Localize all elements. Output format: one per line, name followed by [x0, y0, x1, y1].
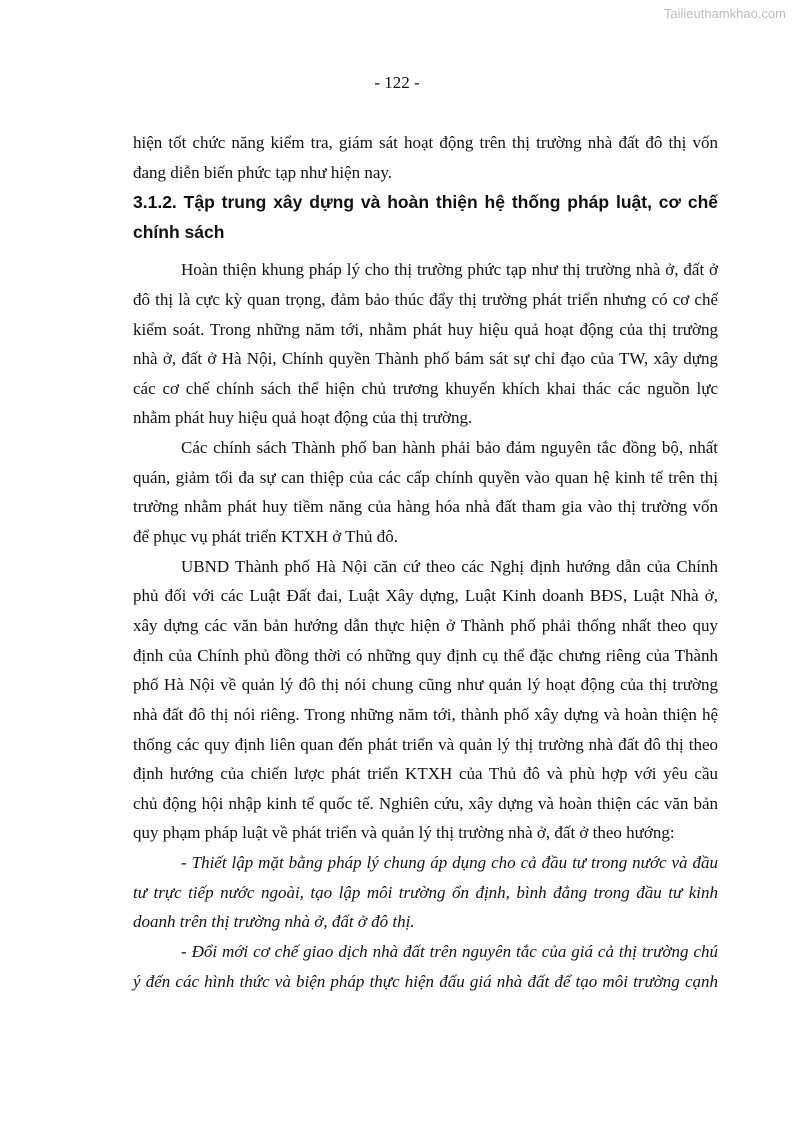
page-number: - 122 - — [374, 73, 420, 92]
text-line: kiểm soát. Trong những năm tới, nhằm phát huy hiệu quả hoạt động của thị trường — [133, 319, 718, 339]
text-line: đô thị là cực kỳ quan trọng, đảm bảo thúc đẩy thị trường phát triển nhưng có cơ chế — [133, 289, 718, 309]
text-line: tư trực tiếp nước ngoài, tạo lập môi trường ổn định, bình đẳng trong đầu tư kinh — [133, 882, 718, 902]
paragraph — [133, 128, 718, 187]
text-line: doanh trên thị trường nhà ở, đất ở đô thị. — [133, 912, 415, 932]
text-line: định hướng của chiến lược phát triển KTXH của Thủ đô và phù hợp với yêu cầu — [133, 764, 718, 784]
text-line: thống các quy định liên quan đến phát triển và quản lý thị trường nhà đất đô thị theo — [133, 734, 718, 754]
text-line: xây dựng các văn bản hướng dẫn thực hiện ở Thành phố phải thống nhất theo quy — [133, 615, 718, 635]
text-line: các cơ chế chính sách thể hiện chủ trương khuyến khích khai thác các nguồn lực — [133, 378, 718, 398]
text-line: định của Chính phủ đồng thời có những quy định cụ thể đặc chưng riêng của Thành — [133, 645, 718, 665]
paragraph — [133, 255, 718, 433]
text-line: Hoàn thiện khung pháp lý cho thị trường phức tạp như thị trường nhà ở, đất ở — [181, 260, 718, 280]
text-line: nhà ở, đất ở Hà Nội, Chính quyền Thành phố bám sát sự chỉ đạo của TW, xây dựng — [133, 349, 718, 369]
text-line: quy phạm pháp luật về phát triển và quản lý thị trường nhà ở, đất ở theo hướng: — [133, 823, 675, 843]
section-heading — [133, 187, 718, 247]
text-line: nhằm phát huy hiệu quả hoạt động của thị trường. — [133, 408, 473, 428]
text-line: - Đổi mới cơ chế giao dịch nhà đất trên nguyên tắc của giá cả thị trường chú — [181, 942, 718, 962]
text-line: ý đến các hình thức và biện pháp thực hiện đấu giá nhà đất để tạo môi trường cạnh — [133, 971, 718, 991]
text-line: quán, giảm tối đa sự can thiệp của các cấp chính quyền vào quan hệ kinh tế trên thị — [133, 467, 718, 487]
text-line: trường nhằm phát huy tiềm năng của hàng hóa nhà đất tham gia vào thị trường vốn — [133, 497, 718, 517]
text-line: nhà đất đô thị nói riêng. Trong những năm tới, thành phố xây dựng và hoàn thiện hệ — [133, 704, 718, 724]
text-line: đang diễn biến phức tạp như hiện nay. — [133, 162, 393, 182]
text-line: phố Hà Nội về quản lý đô thị nói chung cũng như quản lý hoạt động của thị trường — [133, 675, 718, 695]
text-line: 3.1.2. Tập trung xây dựng và hoàn thiện hệ thống pháp luật, cơ chế — [133, 192, 718, 213]
italic-bullet-paragraph — [133, 848, 718, 937]
text-line: để phục vụ phát triển KTXH ở Thủ đô. — [133, 527, 399, 547]
paragraph — [133, 552, 718, 848]
document-body — [133, 128, 718, 996]
text-line: chính sách — [133, 222, 225, 243]
watermark: Tailieuthamkhao.com — [663, 6, 786, 21]
text-line: UBND Thành phố Hà Nội căn cứ theo các Nghị định hướng dẫn của Chính — [181, 556, 718, 576]
text-line: - Thiết lập mặt bằng pháp lý chung áp dụng cho cả đầu tư trong nước và đầu — [181, 853, 718, 873]
text-line: hiện tốt chức năng kiểm tra, giám sát hoạt động trên thị trường nhà đất đô thị vốn — [133, 133, 718, 152]
text-line: chủ động hội nhập kinh tế quốc tế. Nghiên cứu, xây dựng và hoàn thiện các văn bản — [133, 793, 718, 813]
italic-bullet-paragraph — [133, 937, 718, 996]
text-line: Các chính sách Thành phố ban hành phải bảo đảm nguyên tắc đồng bộ, nhất — [181, 438, 718, 458]
paragraph — [133, 433, 718, 552]
text-line: phủ đối với các Luật Đất đai, Luật Xây dựng, Luật Kinh doanh BĐS, Luật Nhà ở, — [133, 586, 718, 606]
